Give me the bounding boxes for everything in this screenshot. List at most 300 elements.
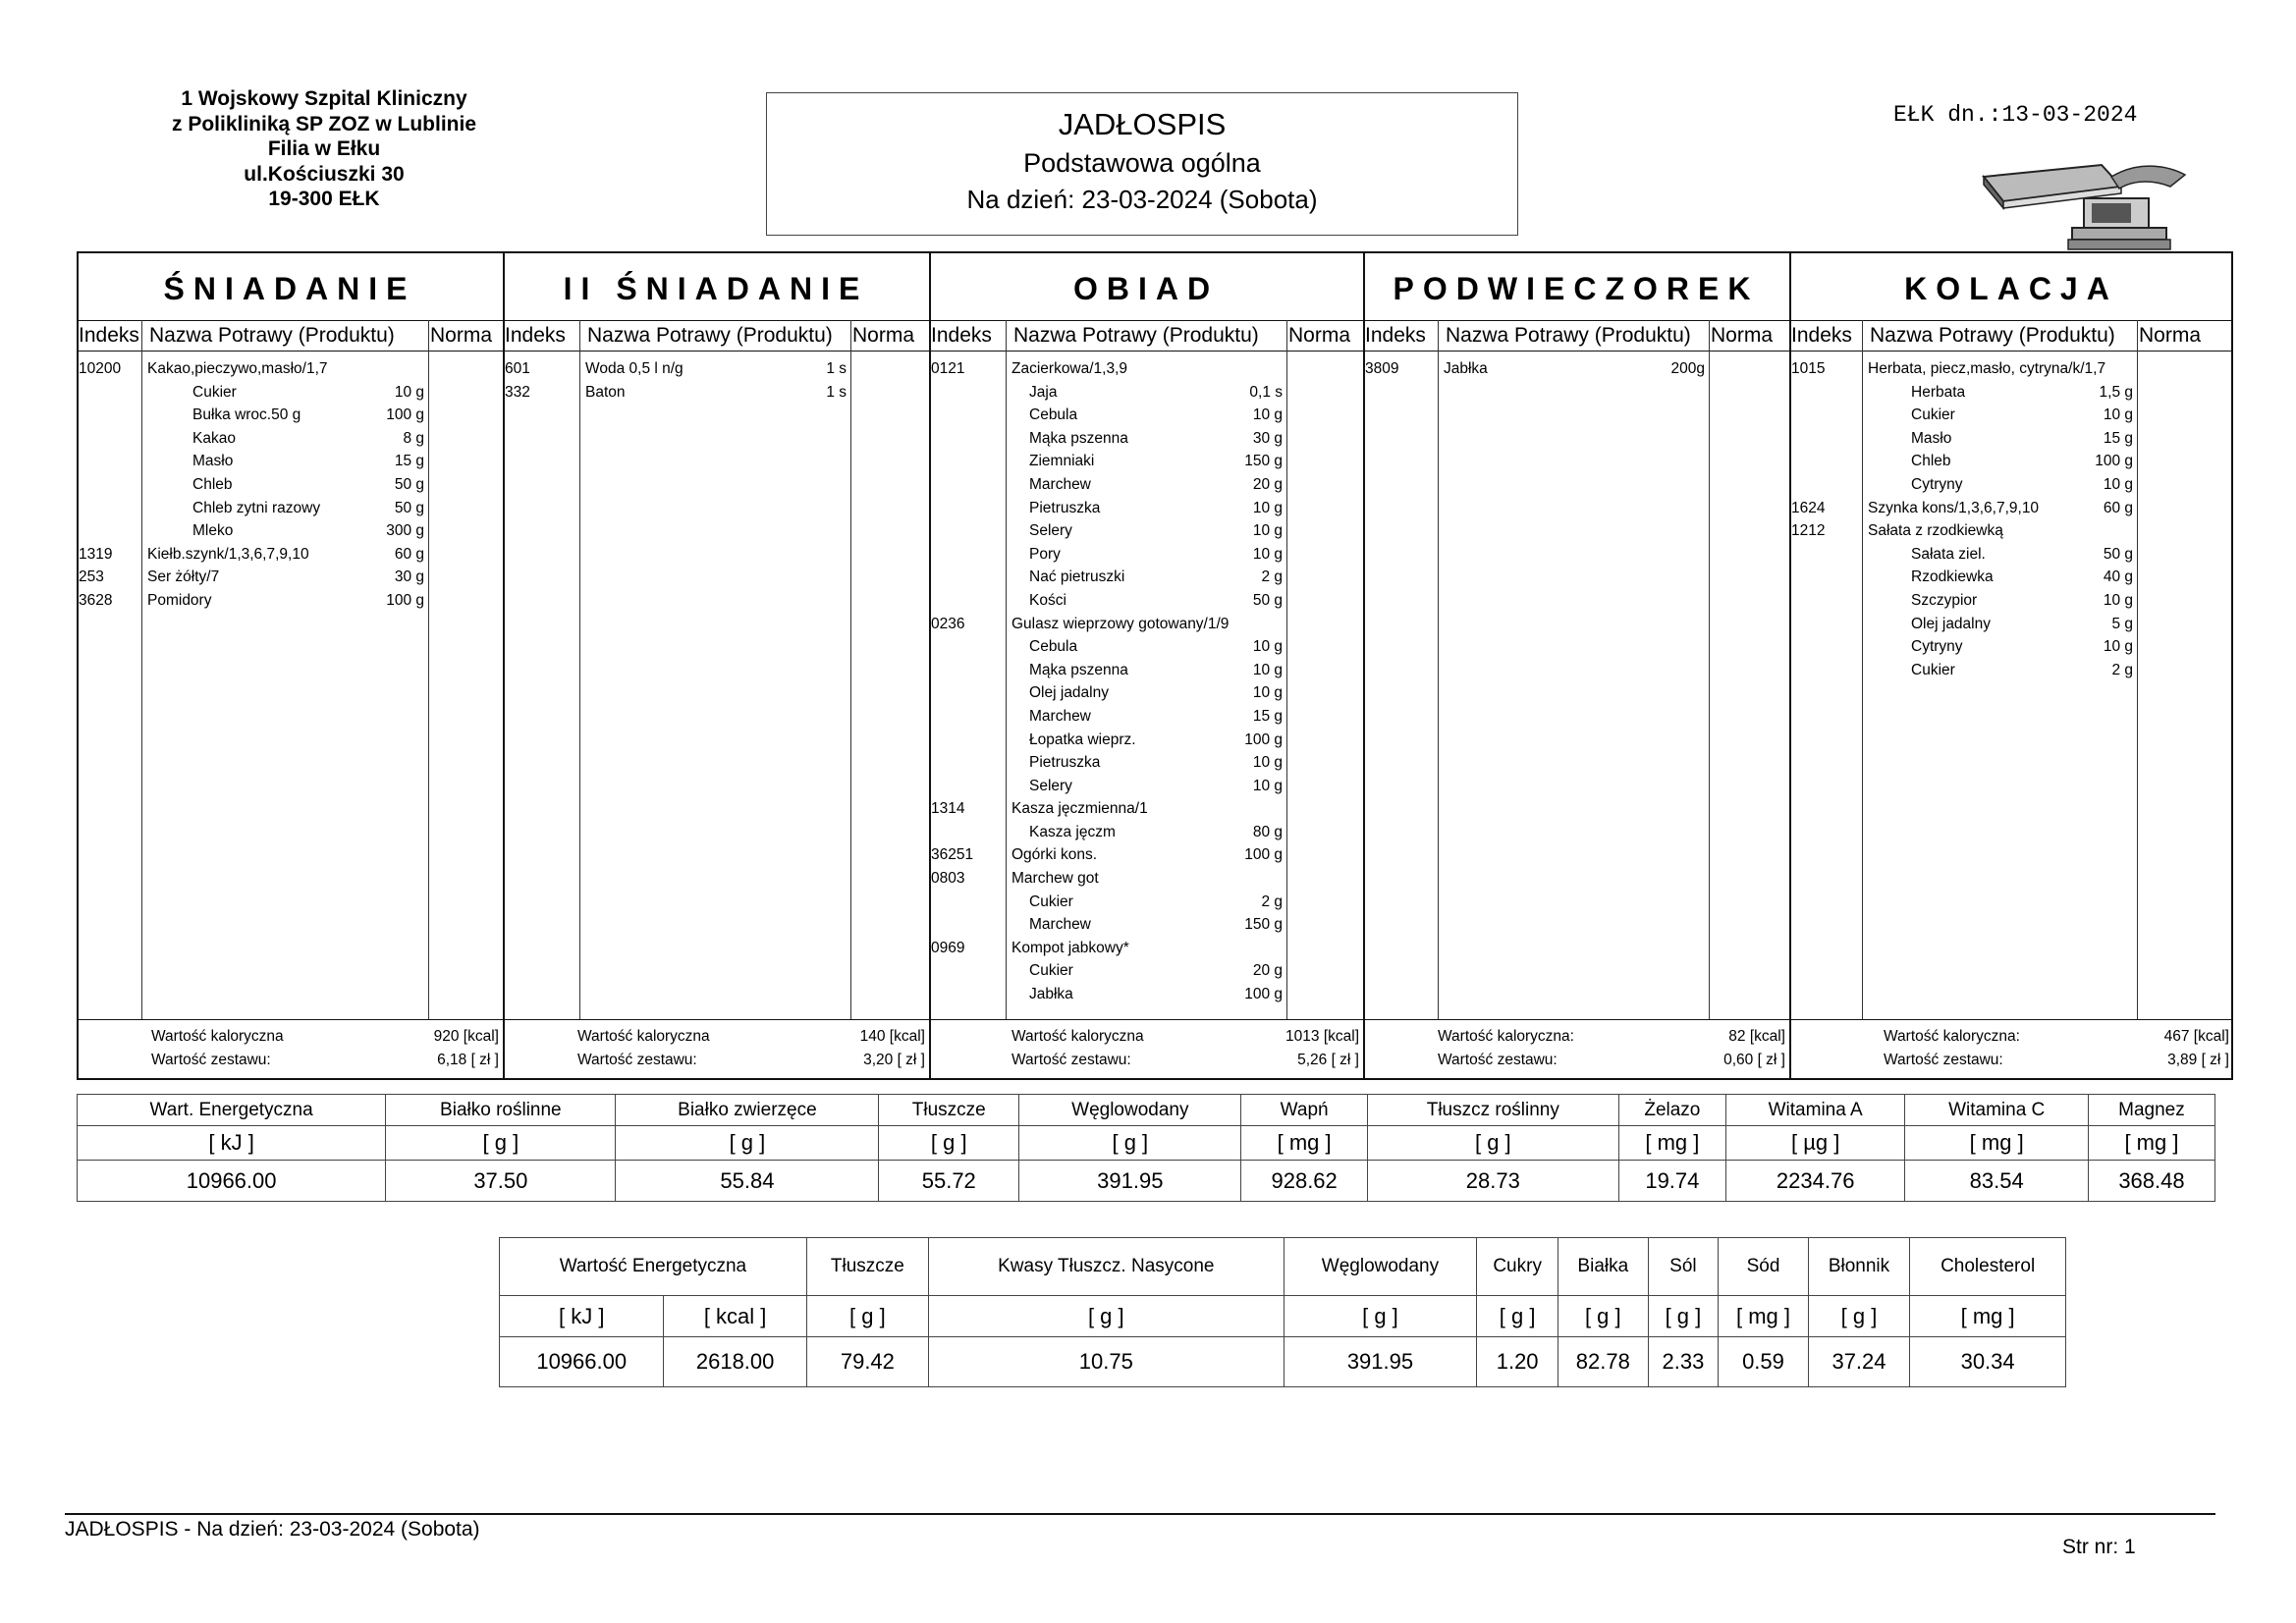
item-quantity: 100 g (1244, 846, 1283, 864)
cost-label: Wartość zestawu: (151, 1052, 271, 1068)
item-name: Ser żółty/7 (147, 568, 220, 586)
item-name: Sałata ziel. (1911, 545, 1986, 563)
header-cell: Wart. Energetyczna (78, 1095, 386, 1126)
item-name: Herbata (1911, 383, 1966, 401)
item-name: Cytryny (1911, 638, 1963, 656)
list-item (1789, 357, 2233, 381)
document-subtitle: Podstawowa ogólna (1023, 148, 1261, 178)
issue-date: EŁK dn.:13-03-2024 (1893, 102, 2138, 128)
meal-items (77, 357, 503, 613)
item-quantity: 150 g (1244, 916, 1283, 934)
nutrition-value-row (78, 1161, 2215, 1202)
unit-cell: [ g ] (1558, 1296, 1649, 1337)
meal-title: PODWIECZOREK (1393, 271, 1760, 306)
cost-label: Wartość zestawu: (577, 1052, 697, 1068)
nutrition-unit-row (500, 1296, 2066, 1337)
cost-label: Wartość zestawu: (1884, 1052, 2003, 1068)
column-header-index: Indeks (929, 320, 1006, 352)
list-item (929, 797, 1363, 821)
nutrition-unit-row (78, 1126, 2215, 1161)
nutrition-table-2 (499, 1237, 2066, 1387)
column-header-index: Indeks (503, 320, 579, 352)
meal-column (1789, 251, 2233, 1080)
header-cell: Magnez (2088, 1095, 2214, 1126)
list-item (77, 357, 503, 381)
column-header-index: Indeks (1363, 320, 1438, 352)
item-quantity: 15 g (2103, 429, 2133, 447)
list-item (929, 613, 1363, 636)
item-name: Kakao,pieczywo,masło/1,7 (147, 360, 328, 377)
item-name: Mąka pszenna (1029, 661, 1128, 678)
list-item (929, 473, 1363, 497)
item-quantity: 80 g (1252, 823, 1283, 840)
item-index: 1624 (1791, 499, 1826, 516)
value-cell: 83.54 (1905, 1161, 2088, 1202)
meal-column (929, 251, 1363, 1080)
item-name: Olej jadalny (1911, 615, 1991, 632)
meal-title: II ŚNIADANIE (563, 271, 869, 306)
meal-items (1363, 357, 1789, 381)
item-name: Cebula (1029, 638, 1078, 656)
header-cell: Białka (1558, 1238, 1649, 1296)
value-cell: 10966.00 (500, 1337, 664, 1387)
unit-cell: [ mg ] (1910, 1296, 2066, 1337)
list-item (929, 775, 1363, 798)
document-title: JADŁOSPIS (1058, 107, 1227, 141)
item-quantity: 10 g (2103, 406, 2133, 424)
item-index: 1015 (1791, 360, 1826, 377)
meal-column (77, 251, 503, 1080)
meal-summary (77, 1019, 503, 1080)
item-quantity: 2 g (2111, 661, 2133, 678)
list-item (77, 381, 503, 405)
list-item (1789, 427, 2233, 451)
header-cell: Cukry (1477, 1238, 1558, 1296)
item-name: Kompot jabkowy* (1011, 939, 1129, 956)
meal-column (503, 251, 929, 1080)
item-quantity: 5 g (2111, 615, 2133, 632)
column-divider (1438, 320, 1439, 1019)
column-header-norm: Norma (428, 320, 503, 352)
list-item (929, 519, 1363, 543)
column-header-index: Indeks (77, 320, 141, 352)
header-cell: Wapń (1241, 1095, 1367, 1126)
kcal-label: Wartość kaloryczna: (1884, 1028, 2020, 1045)
item-name: Cukier (1911, 406, 1955, 424)
item-name: Selery (1029, 777, 1072, 794)
item-quantity: 2 g (1261, 893, 1283, 910)
kcal-label: Wartość kaloryczna (151, 1028, 284, 1045)
item-quantity: 1 s (826, 383, 847, 401)
list-item (929, 983, 1363, 1006)
header-cell: Tłuszcz roślinny (1367, 1095, 1618, 1126)
item-name: Chleb zytni razowy (192, 499, 321, 516)
value-cell: 391.95 (1019, 1161, 1241, 1202)
item-name: Sałata z rzodkiewką (1868, 522, 2003, 540)
item-quantity: 200g (1670, 360, 1705, 377)
kcal-label: Wartość kaloryczna: (1438, 1028, 1574, 1045)
item-name: Cukier (1029, 893, 1073, 910)
unit-cell: [ g ] (616, 1126, 879, 1161)
header-cell: Tłuszcze (879, 1095, 1019, 1126)
header-cell: Węglowodany (1284, 1238, 1477, 1296)
column-header-name: Nazwa Potrawy (Produktu) (141, 320, 428, 352)
column-header-norm: Norma (2137, 320, 2233, 352)
item-index: 1319 (79, 545, 113, 563)
unit-cell: [ g ] (806, 1296, 928, 1337)
cost-value: 5,26 [ zł ] (1297, 1052, 1359, 1068)
item-quantity: 50 g (394, 475, 424, 493)
value-cell: 10.75 (928, 1337, 1284, 1387)
column-header-name: Nazwa Potrawy (Produktu) (1862, 320, 2137, 352)
hospital-line: z Polikliniką SP ZOZ w Lublinie (172, 112, 476, 135)
item-name: Marchew (1029, 916, 1091, 934)
cost-value: 3,89 [ zł ] (2167, 1052, 2229, 1068)
item-quantity: 50 g (2103, 545, 2133, 563)
item-name: Herbata, piecz,masło, cytryna/k/1,7 (1868, 360, 2106, 377)
kcal-value: 467 [kcal] (2163, 1028, 2229, 1045)
item-name: Baton (585, 383, 626, 401)
header-cell: Błonnik (1808, 1238, 1909, 1296)
list-item (503, 381, 929, 405)
list-item (929, 659, 1363, 682)
list-item (929, 867, 1363, 891)
item-name: Masło (192, 453, 234, 470)
menu-date: Na dzień: 23-03-2024 (Sobota) (966, 185, 1318, 214)
list-item (929, 913, 1363, 937)
item-quantity: 100 g (386, 406, 424, 424)
unit-cell: [ g ] (879, 1126, 1019, 1161)
item-name: Pory (1029, 545, 1061, 563)
list-item (77, 519, 503, 543)
nutrition-header-row (78, 1095, 2215, 1126)
item-name: Kakao (192, 429, 236, 447)
nutrition-table-1 (77, 1094, 2215, 1202)
item-index: 10200 (79, 360, 122, 377)
item-name: Cytryny (1911, 475, 1963, 493)
meal-summary (1789, 1019, 2233, 1080)
unit-cell: [ g ] (1019, 1126, 1241, 1161)
item-name: Jabłka (1444, 360, 1488, 377)
item-quantity: 300 g (386, 522, 424, 540)
unit-cell: [ mg ] (1241, 1126, 1367, 1161)
hospital-line: 1 Wojskowy Szpital Kliniczny (181, 87, 467, 110)
hospital-address (59, 86, 589, 212)
item-quantity: 10 g (1252, 522, 1283, 540)
hospital-line: ul.Kościuszki 30 (244, 162, 405, 186)
meal-summary (503, 1019, 929, 1080)
meal-title: ŚNIADANIE (163, 271, 416, 306)
item-name: Cukier (1029, 962, 1073, 980)
item-index: 601 (505, 360, 530, 377)
item-quantity: 60 g (2103, 499, 2133, 516)
list-item (1789, 566, 2233, 589)
list-item (77, 473, 503, 497)
list-item (77, 589, 503, 613)
item-name: Rzodkiewka (1911, 568, 1994, 586)
list-item (1789, 613, 2233, 636)
value-cell: 368.48 (2088, 1161, 2214, 1202)
item-name: Olej jadalny (1029, 684, 1109, 702)
header-cell: Cholesterol (1910, 1238, 2066, 1296)
item-name: Woda 0,5 l n/g (585, 360, 683, 377)
header-cell: Sól (1648, 1238, 1719, 1296)
unit-cell: [ g ] (1367, 1126, 1618, 1161)
list-item (929, 937, 1363, 960)
item-quantity: 10 g (1252, 499, 1283, 516)
column-header-name: Nazwa Potrawy (Produktu) (1438, 320, 1709, 352)
unit-cell: [ µg ] (1725, 1126, 1905, 1161)
item-name: Jaja (1029, 383, 1058, 401)
list-item (1789, 543, 2233, 567)
item-name: Kasza jęczm (1029, 823, 1116, 840)
list-item (1789, 635, 2233, 659)
item-index: 36251 (931, 846, 974, 864)
value-cell: 19.74 (1618, 1161, 1725, 1202)
item-name: Szczypior (1911, 591, 1978, 609)
value-cell: 391.95 (1284, 1337, 1477, 1387)
header-cell: Witamina A (1725, 1095, 1905, 1126)
list-item (929, 821, 1363, 844)
item-quantity: 8 g (403, 429, 424, 447)
column-header-name: Nazwa Potrawy (Produktu) (1006, 320, 1286, 352)
item-quantity: 10 g (1252, 754, 1283, 772)
unit-cell: [ kJ ] (500, 1296, 664, 1337)
item-name: Nać pietruszki (1029, 568, 1125, 586)
item-index: 3809 (1365, 360, 1399, 377)
item-quantity: 50 g (394, 499, 424, 516)
header-cell: Sód (1719, 1238, 1809, 1296)
header-cell: Kwasy Tłuszcz. Nasycone (928, 1238, 1284, 1296)
list-item (929, 705, 1363, 729)
kcal-label: Wartość kaloryczna (1011, 1028, 1144, 1045)
item-name: Mąka pszenna (1029, 429, 1128, 447)
menu-table (77, 251, 2233, 1080)
list-item (1789, 381, 2233, 405)
list-item (929, 543, 1363, 567)
list-item (929, 566, 1363, 589)
item-quantity: 150 g (1244, 453, 1283, 470)
list-item (1789, 404, 2233, 427)
hospital-line: 19-300 EŁK (268, 188, 380, 210)
item-quantity: 1 s (826, 360, 847, 377)
header-cell: Białko roślinne (386, 1095, 616, 1126)
cost-label: Wartość zestawu: (1438, 1052, 1558, 1068)
list-item (929, 891, 1363, 914)
column-divider (1709, 320, 1710, 1019)
title-box (766, 92, 1518, 236)
nutrition-header-row (500, 1238, 2066, 1296)
column-divider (850, 320, 851, 1019)
list-item (1789, 450, 2233, 473)
value-cell: 10966.00 (78, 1161, 386, 1202)
list-item (929, 751, 1363, 775)
item-quantity: 40 g (2103, 568, 2133, 586)
meal-items (1789, 357, 2233, 681)
list-item (77, 566, 503, 589)
item-name: Masło (1911, 429, 1952, 447)
value-cell: 28.73 (1367, 1161, 1618, 1202)
item-quantity: 15 g (394, 453, 424, 470)
item-name: Marchew got (1011, 870, 1099, 888)
list-item (929, 959, 1363, 983)
meal-title: OBIAD (1072, 271, 1220, 306)
list-item (1789, 659, 2233, 682)
item-index: 1212 (1791, 522, 1826, 540)
item-name: Łopatka wieprz. (1029, 730, 1136, 748)
unit-cell: [ mg ] (1618, 1126, 1725, 1161)
value-cell: 2618.00 (664, 1337, 806, 1387)
item-name: Selery (1029, 522, 1072, 540)
item-index: 1314 (931, 800, 965, 818)
item-quantity: 10 g (1252, 661, 1283, 678)
value-cell: 37.50 (386, 1161, 616, 1202)
header-cell: Tłuszcze (806, 1238, 928, 1296)
item-index: 3628 (79, 591, 113, 609)
unit-cell: [ kcal ] (664, 1296, 806, 1337)
column-divider (579, 320, 580, 1019)
item-name: Zacierkowa/1,3,9 (1011, 360, 1128, 377)
column-header-index: Indeks (1789, 320, 1862, 352)
item-quantity: 0,1 s (1249, 383, 1283, 401)
kcal-value: 1013 [kcal] (1285, 1028, 1359, 1045)
cost-value: 6,18 [ zł ] (437, 1052, 499, 1068)
kcal-value: 140 [kcal] (859, 1028, 925, 1045)
item-name: Jabłka (1029, 986, 1073, 1003)
item-index: 0803 (931, 870, 965, 888)
item-quantity: 20 g (1252, 475, 1283, 493)
item-quantity: 50 g (1252, 591, 1283, 609)
item-name: Cukier (1911, 661, 1955, 678)
item-quantity: 1,5 g (2099, 383, 2133, 401)
meal-title: KOLACJA (1904, 271, 2118, 306)
value-cell: 30.34 (1910, 1337, 2066, 1387)
item-name: Marchew (1029, 707, 1091, 725)
item-name: Marchew (1029, 475, 1091, 493)
unit-cell: [ mg ] (1719, 1296, 1809, 1337)
meal-items (929, 357, 1363, 1006)
cost-value: 3,20 [ zł ] (863, 1052, 925, 1068)
nutrition-value-row (500, 1337, 2066, 1387)
item-name: Gulasz wieprzowy gotowany/1/9 (1011, 615, 1230, 632)
unit-cell: [ g ] (1808, 1296, 1909, 1337)
list-item (929, 381, 1363, 405)
kcal-label: Wartość kaloryczna (577, 1028, 710, 1045)
value-cell: 79.42 (806, 1337, 928, 1387)
list-item (929, 589, 1363, 613)
column-header-norm: Norma (1709, 320, 1789, 352)
item-name: Kasza jęczmienna/1 (1011, 800, 1148, 818)
list-item (929, 729, 1363, 752)
item-quantity: 15 g (1252, 707, 1283, 725)
kcal-value: 82 [kcal] (1728, 1028, 1785, 1045)
item-name: Kości (1029, 591, 1066, 609)
item-name: Ogórki kons. (1011, 846, 1098, 864)
list-item (77, 427, 503, 451)
computer-book-icon (1974, 157, 2190, 255)
item-index: 0236 (931, 615, 965, 632)
item-name: Pomidory (147, 591, 212, 609)
list-item (929, 843, 1363, 867)
list-item (1789, 473, 2233, 497)
item-quantity: 10 g (1252, 638, 1283, 656)
item-name: Szynka kons/1,3,6,7,9,10 (1868, 499, 2040, 516)
footer-caption: JADŁOSPIS - Na dzień: 23-03-2024 (Sobota) (65, 1518, 480, 1541)
list-item (929, 427, 1363, 451)
item-name: Cebula (1029, 406, 1078, 424)
meal-column (1363, 251, 1789, 1080)
unit-cell: [ kJ ] (78, 1126, 386, 1161)
list-item (929, 450, 1363, 473)
header-cell: Węglowodany (1019, 1095, 1241, 1126)
value-cell: 0.59 (1719, 1337, 1809, 1387)
item-quantity: 100 g (1244, 986, 1283, 1003)
item-name: Chleb (1911, 453, 1951, 470)
page-number: Str nr: 1 (2062, 1536, 2136, 1558)
column-header-norm: Norma (1286, 320, 1363, 352)
item-index: 0121 (931, 360, 965, 377)
unit-cell: [ g ] (386, 1126, 616, 1161)
footer-divider (65, 1513, 2215, 1515)
column-header-name: Nazwa Potrawy (Produktu) (579, 320, 850, 352)
item-quantity: 10 g (1252, 406, 1283, 424)
unit-cell: [ mg ] (2088, 1126, 2214, 1161)
item-quantity: 10 g (1252, 684, 1283, 702)
meal-items (503, 357, 929, 404)
item-name: Bułka wroc.50 g (192, 406, 301, 424)
list-item (1789, 519, 2233, 543)
item-quantity: 10 g (1252, 777, 1283, 794)
item-quantity: 100 g (386, 591, 424, 609)
item-quantity: 100 g (2095, 453, 2133, 470)
value-cell: 928.62 (1241, 1161, 1367, 1202)
cost-value: 0,60 [ zł ] (1723, 1052, 1785, 1068)
value-cell: 55.84 (616, 1161, 879, 1202)
list-item (1789, 589, 2233, 613)
item-index: 253 (79, 568, 104, 586)
item-quantity: 10 g (2103, 591, 2133, 609)
unit-cell: [ g ] (928, 1296, 1284, 1337)
item-quantity: 10 g (394, 383, 424, 401)
item-quantity: 10 g (2103, 638, 2133, 656)
item-quantity: 10 g (2103, 475, 2133, 493)
item-name: Chleb (192, 475, 233, 493)
unit-cell: [ g ] (1284, 1296, 1477, 1337)
item-name: Pietruszka (1029, 754, 1101, 772)
list-item (77, 497, 503, 520)
item-quantity: 30 g (1252, 429, 1283, 447)
list-item (503, 357, 929, 381)
list-item (77, 543, 503, 567)
list-item (929, 681, 1363, 705)
unit-cell: [ g ] (1477, 1296, 1558, 1337)
value-cell: 55.72 (879, 1161, 1019, 1202)
item-quantity: 20 g (1252, 962, 1283, 980)
list-item (77, 404, 503, 427)
value-cell: 2.33 (1648, 1337, 1719, 1387)
list-item (929, 357, 1363, 381)
list-item (1363, 357, 1789, 381)
list-item (929, 404, 1363, 427)
item-name: Mleko (192, 522, 234, 540)
value-cell: 37.24 (1808, 1337, 1909, 1387)
item-quantity: 60 g (394, 545, 424, 563)
kcal-value: 920 [kcal] (433, 1028, 499, 1045)
item-quantity: 100 g (1244, 730, 1283, 748)
meal-summary (929, 1019, 1363, 1080)
item-name: Pietruszka (1029, 499, 1101, 516)
value-cell: 1.20 (1477, 1337, 1558, 1387)
